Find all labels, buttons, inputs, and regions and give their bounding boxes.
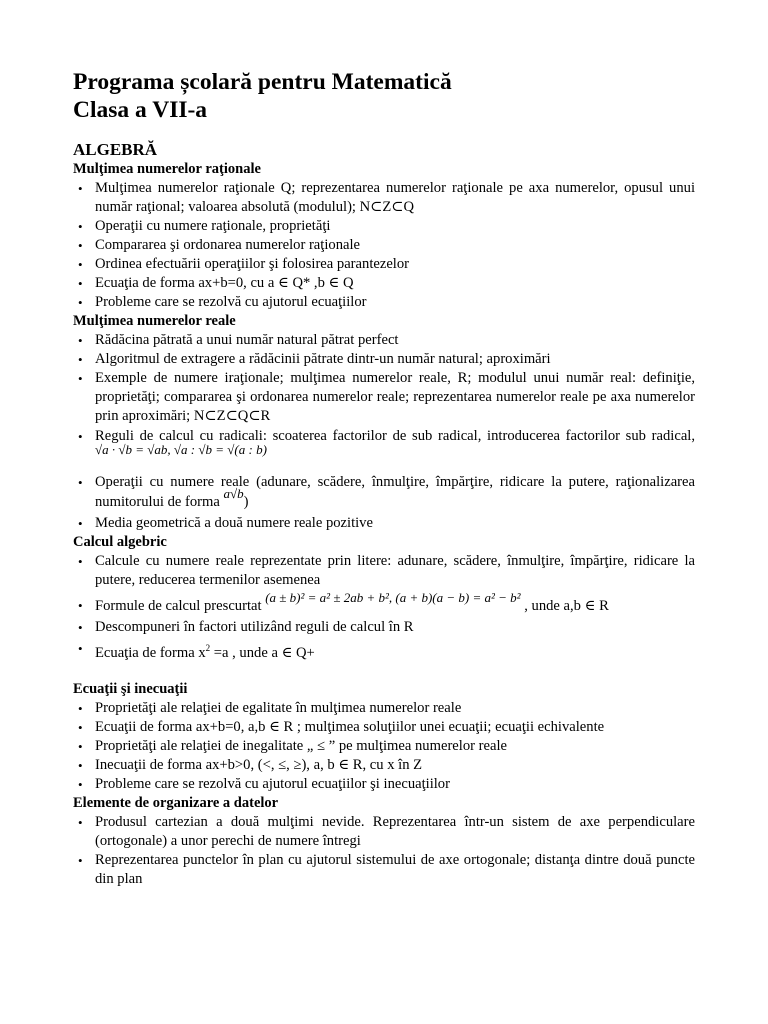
list-item-ecuatia bbox=[73, 639, 695, 663]
list-item: • Ordinea efectuării operaţiilor şi folosirea parantezelor bbox=[73, 255, 695, 274]
operatii-formula: a√b bbox=[223, 486, 244, 501]
subheading-reale: Mulţimea numerelor reale bbox=[73, 313, 236, 329]
list-item: • Mulţimea numerelor raţionale Q; reprezentarea numerelor raţionale pe axa numerelor, opusul unui număr raţional; valoarea absolută (modulul); N⊂Z⊂Q bbox=[73, 179, 695, 217]
radicali-text: Reguli de calcul cu radicali: scoaterea factorilor de sub radical, introducerea factorilor sub radical, bbox=[95, 428, 695, 444]
formule-end: , unde a,b ∈ R bbox=[524, 598, 609, 614]
list-item: • Inecuaţii de forma ax+b>0, (<, ≤, ≥), a, b ∈ R, cu x în Z bbox=[73, 756, 695, 775]
ecuatia-text-b: =a , unde a ∈ Q+ bbox=[210, 644, 315, 661]
title-line-2: Clasa a VII-a bbox=[73, 97, 208, 123]
list-item: • Descompuneri în factori utilizând reguli de calcul în R bbox=[73, 618, 695, 637]
list-item: • Produsul cartezian a două mulţimi nevide. Reprezentarea într-un sistem de axe perpendiculare (ortogonale) a unor perechi de numere întregi bbox=[73, 813, 695, 851]
subheading-ecuatii: Ecuaţii şi inecuaţii bbox=[73, 680, 188, 697]
list-item: • Calcule cu numere reale reprezentate prin litere: adunare, scădere, înmulţire, împărţire, ridicare la putere, reducerea termenilor asemenea bbox=[73, 552, 695, 590]
section-heading-algebra: ALGEBRĂ bbox=[73, 140, 158, 159]
operatii-end: ) bbox=[243, 494, 249, 510]
list-item: • Exemple de numere iraţionale; mulţimea numerelor reale, R; modulul unui număr real: definiţie, proprietăţi; compararea şi ordonarea numerelor reale; reprezentarea numerelor reale pe axa numerelor prin aproximări; N⊂Z⊂Q⊂R bbox=[73, 369, 695, 426]
formule-formula: (a ± b)² = a² ± 2ab + b², (a + b)(a − b) = a² − b² bbox=[265, 590, 521, 605]
list-item: • Ecuaţii de forma ax+b=0, a,b ∈ R ; mulţimea soluţiilor unei ecuaţii; ecuaţii echivalente bbox=[73, 718, 695, 737]
list-date bbox=[73, 813, 695, 889]
list-calcul bbox=[73, 552, 695, 663]
list-item: • Probleme care se rezolvă cu ajutorul ecuaţiilor bbox=[73, 293, 695, 312]
list-item-formule bbox=[73, 590, 695, 616]
list-reale bbox=[73, 331, 695, 533]
subheading-calcul: Calcul algebric bbox=[73, 534, 167, 550]
list-item-radicali bbox=[73, 426, 695, 469]
list-item: • Reprezentarea punctelor în plan cu ajutorul sistemului de axe ortogonale; distanţa dintre două puncte din plan bbox=[73, 851, 695, 889]
ecuatia-text-a: Ecuaţia de forma x bbox=[95, 644, 206, 661]
page-title bbox=[73, 68, 695, 124]
list-item: • Operaţii cu numere raţionale, proprietăţi bbox=[73, 217, 695, 236]
formule-text: Formule de calcul prescurtat bbox=[95, 598, 262, 614]
radicali-formula: √a · √b = √ab, √a : √b = √(a : b) bbox=[95, 442, 267, 457]
list-item: • Compararea şi ordonarea numerelor raţionale bbox=[73, 236, 695, 255]
list-item: • Ecuaţia de forma ax+b=0, cu a ∈ Q* ,b ∈ Q bbox=[73, 274, 695, 293]
list-item: • Proprietăţi ale relaţiei de inegalitate „ ≤ ” pe mulţimea numerelor reale bbox=[73, 737, 695, 756]
list-item: • Algoritmul de extragere a rădăcinii pătrate dintr-un număr natural; aproximări bbox=[73, 350, 695, 369]
list-item: • Probleme care se rezolvă cu ajutorul ecuaţiilor şi inecuaţiilor bbox=[73, 775, 695, 794]
subheading-date: Elemente de organizare a datelor bbox=[73, 794, 279, 811]
title-line-1: Programa școlară pentru Matematică bbox=[73, 69, 452, 95]
ecuatia-exponent: 2 bbox=[205, 643, 211, 653]
list-item: • Media geometrică a două numere reale pozitive bbox=[73, 514, 695, 533]
list-ecuatii bbox=[73, 699, 695, 794]
list-item-operatii bbox=[73, 473, 695, 512]
list-item: • Proprietăţi ale relaţiei de egalitate în mulţimea numerelor reale bbox=[73, 699, 695, 718]
subheading-rationale: Mulţimea numerelor raţionale bbox=[73, 161, 261, 177]
list-item: • Rădăcina pătrată a unui număr natural pătrat perfect bbox=[73, 331, 695, 350]
list-rationale bbox=[73, 179, 695, 312]
operatii-text: Operaţii cu numere reale (adunare, scădere, înmulţire, împărţire, ridicare la putere, raţionalizarea numitorului de forma bbox=[95, 474, 695, 510]
